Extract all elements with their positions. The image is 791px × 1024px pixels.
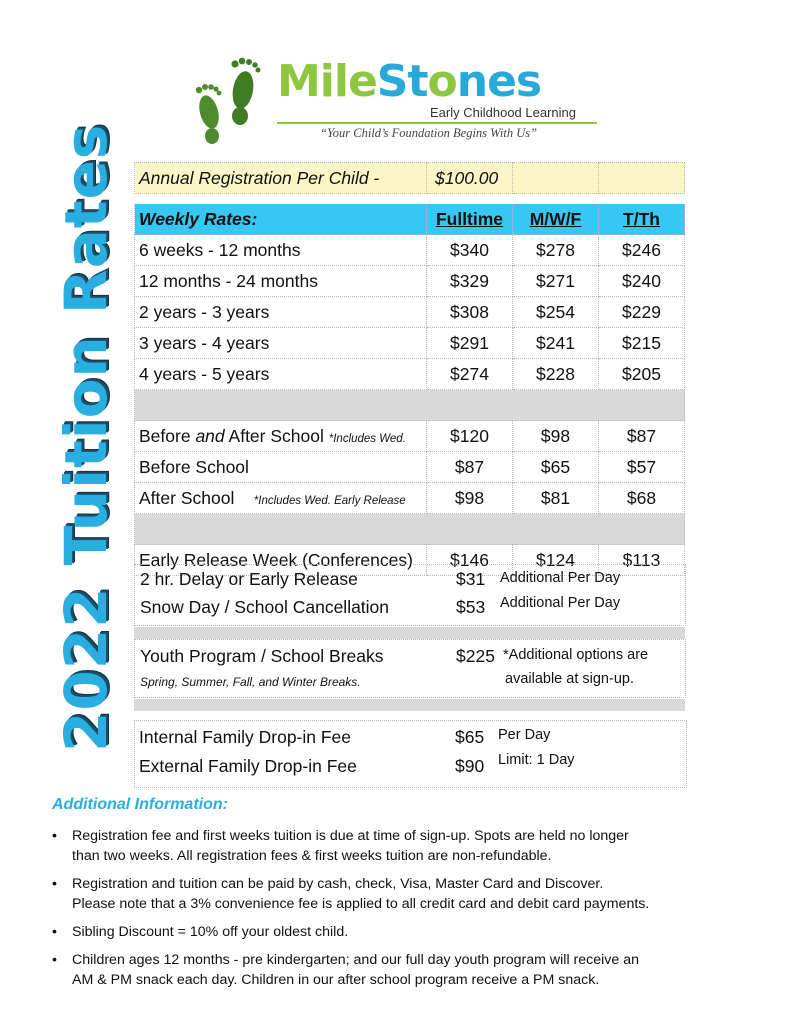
- separator: [135, 514, 685, 545]
- rate-cell: $240: [599, 266, 685, 297]
- delay-label: 2 hr. Delay or Early Release: [140, 569, 358, 589]
- list-item: • Registration and tuition can be paid by cash, check, Visa, Master Card and Discover. Please note that a 3% convenience fee is applied to all credit card and debit card payments.: [52, 876, 650, 912]
- rate-cell: $308: [427, 297, 513, 328]
- col-fulltime: Fulltime: [427, 204, 513, 235]
- table-row: [135, 297, 685, 328]
- rate-cell: $291: [427, 328, 513, 359]
- youth-sub: Spring, Summer, Fall, and Winter Breaks.: [140, 675, 361, 689]
- rate-cell: $228: [513, 359, 599, 390]
- col-mwf: M/W/F: [513, 204, 599, 235]
- internal-dropin-price: $65: [455, 727, 485, 747]
- rate-cell: $65: [513, 452, 599, 483]
- table-row: [135, 483, 685, 514]
- rate-cell: $113: [599, 545, 685, 576]
- list-item: • Children ages 12 months - pre kindergarten; and our full day youth program will receive an AM & PM snack each day. Children in our after school program receive a PM snack.: [52, 952, 640, 988]
- logo-tagline: “Your Child’s Foundation Begins With Us”: [320, 126, 538, 140]
- rate-cell: $98: [513, 421, 599, 452]
- list-item: • Sibling Discount = 10% off your oldest child.: [52, 924, 349, 940]
- table-row: [135, 359, 685, 390]
- age-label: 12 months - 24 months: [135, 266, 427, 297]
- internal-dropin-note: Per Day: [498, 727, 551, 743]
- logo-subtitle: Early Childhood Learning: [430, 105, 576, 120]
- rate-cell: $254: [513, 297, 599, 328]
- registration-label: Annual Registration Per Child -: [135, 163, 427, 194]
- snow-day-price: $53: [456, 597, 486, 617]
- rate-cell: $215: [599, 328, 685, 359]
- logo-wordmark: MileStones: [277, 56, 542, 107]
- after-school-label: After School *Includes Wed. Early Release: [135, 483, 427, 514]
- table-row: [135, 421, 685, 452]
- table-row: [135, 266, 685, 297]
- before-after-label: Before and After School *Includes Wed.: [135, 421, 427, 452]
- youth-price: $225: [456, 646, 495, 666]
- rate-cell: $271: [513, 266, 599, 297]
- separator: [134, 699, 685, 711]
- before-school-label: Before School: [135, 452, 427, 483]
- logo: [185, 50, 605, 150]
- external-dropin-note: Limit: 1 Day: [498, 752, 575, 768]
- rate-cell: $120: [427, 421, 513, 452]
- rate-cell: $246: [599, 235, 685, 266]
- rate-cell: $68: [599, 483, 685, 514]
- additional-heading: Additional Information:: [52, 796, 228, 813]
- external-dropin-label: External Family Drop-in Fee: [139, 756, 357, 776]
- external-dropin-price: $90: [455, 756, 485, 776]
- rate-cell: $146: [427, 545, 513, 576]
- rate-cell: $87: [427, 452, 513, 483]
- youth-note-1: *Additional options are: [503, 647, 649, 663]
- rate-cell: $241: [513, 328, 599, 359]
- registration-row: [135, 163, 685, 194]
- early-release-label: Early Release Week (Conferences): [135, 545, 427, 576]
- rate-cell: $98: [427, 483, 513, 514]
- rate-cell: $229: [599, 297, 685, 328]
- footprints-icon: [185, 50, 275, 150]
- separator: [135, 390, 685, 421]
- rate-cell: $205: [599, 359, 685, 390]
- weekly-header-row: [135, 204, 685, 235]
- youth-label: Youth Program / School Breaks: [140, 646, 384, 666]
- additional-list: [47, 826, 767, 998]
- registration-fee: $100.00: [427, 163, 513, 194]
- table-row: [135, 328, 685, 359]
- youth-note-2: available at sign-up.: [505, 671, 634, 687]
- rate-cell: $340: [427, 235, 513, 266]
- age-label: 4 years - 5 years: [135, 359, 427, 390]
- rate-cell: $124: [513, 545, 599, 576]
- rate-cell: $57: [599, 452, 685, 483]
- rates-table: [134, 162, 685, 576]
- weekly-label: Weekly Rates:: [135, 204, 427, 235]
- table-row: [135, 235, 685, 266]
- col-tth: T/Th: [599, 204, 685, 235]
- age-label: 6 weeks - 12 months: [135, 235, 427, 266]
- delay-price: $31: [456, 569, 486, 589]
- separator: [134, 627, 685, 639]
- rate-cell: $278: [513, 235, 599, 266]
- rate-cell: $274: [427, 359, 513, 390]
- snow-day-label: Snow Day / School Cancellation: [140, 597, 390, 617]
- internal-dropin-label: Internal Family Drop-in Fee: [139, 727, 352, 747]
- page-title: 2022 Tuition Rates: [52, 123, 120, 752]
- delay-note: Additional Per Day: [500, 570, 621, 586]
- age-label: 2 years - 3 years: [135, 297, 427, 328]
- table-row: [135, 452, 685, 483]
- rate-cell: $329: [427, 266, 513, 297]
- snow-day-note: Additional Per Day: [500, 595, 621, 611]
- logo-divider: [277, 122, 597, 124]
- rate-cell: $87: [599, 421, 685, 452]
- age-label: 3 years - 4 years: [135, 328, 427, 359]
- rate-cell: $81: [513, 483, 599, 514]
- list-item: • Registration fee and first weeks tuition is due at time of sign-up. Spots are held no longer than two weeks. All registration fees & first weeks tuition are non-refundable.: [52, 828, 629, 864]
